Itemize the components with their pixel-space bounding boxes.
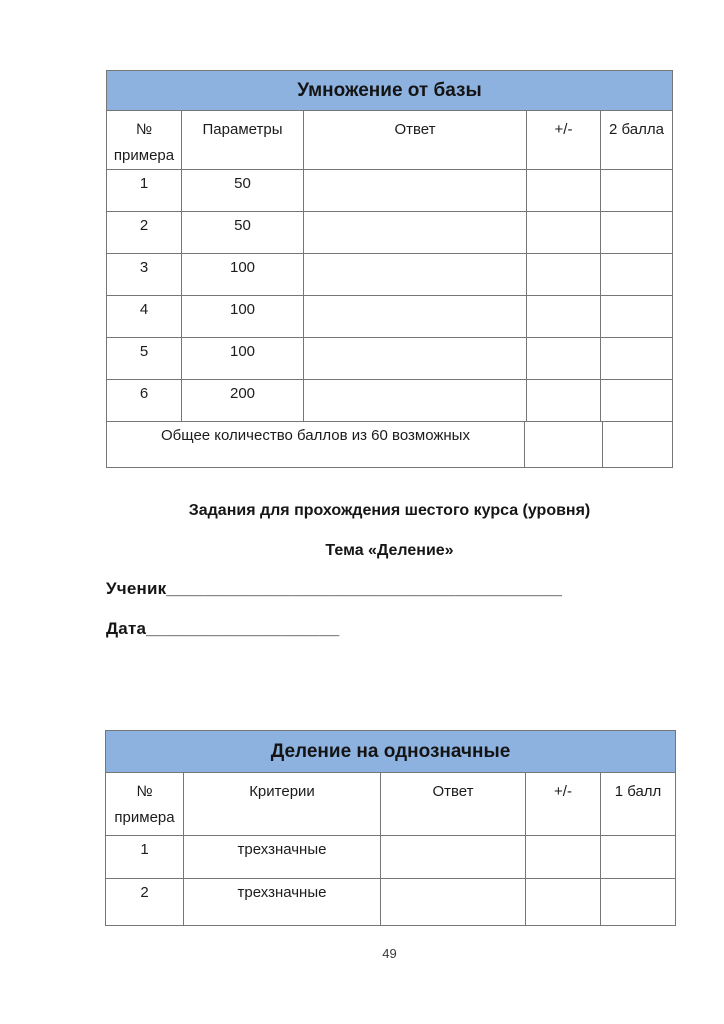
cell-parameter: 50 [181,170,303,211]
cell-points-blank [600,338,672,379]
cell-criteria: трехзначные [183,879,380,925]
cell-answer-blank [380,836,525,878]
cell-plus-minus-blank [526,380,600,421]
cell-plus-minus-blank [526,254,600,295]
cell-parameter: 100 [181,338,303,379]
cell-example-number: 1 [139,175,149,192]
date-line [106,619,673,639]
table-row [107,295,672,337]
cell-plus-minus-blank [526,212,600,253]
column-header-points: 2 балла [600,111,672,169]
column-header-answer: Ответ [303,111,526,169]
cell-points-blank [600,380,672,421]
table-row [106,878,675,925]
cell-parameter: 50 [181,212,303,253]
column-header-criteria: Критерии [183,773,380,835]
cell-example-number: 3 [139,259,149,276]
cell-parameter: 100 [181,296,303,337]
total-points-label: Общее количество баллов из 60 возможных [161,427,470,444]
cell-points-blank [600,836,675,878]
column-header-example-number: № примера [114,783,175,826]
total-points-blank [602,422,672,467]
table-total-row [107,421,672,467]
cell-plus-minus-blank [526,170,600,211]
table-row [107,379,672,421]
cell-points-blank [600,170,672,211]
cell-example-number: 6 [139,385,149,402]
table-row [107,253,672,295]
cell-points-blank [600,212,672,253]
section-heading: Задания для прохождения шестого курса (уровня) [188,502,591,519]
cell-criteria: трехзначные [183,836,380,878]
cell-plus-minus-blank [526,338,600,379]
cell-points-blank [600,254,672,295]
cell-example-number: 5 [139,343,149,360]
page-number: 49 [382,946,397,961]
multiplication-table [106,70,673,468]
cell-answer-blank [303,338,526,379]
division-table [105,730,676,926]
student-fill-in-line: _________________________________________ [166,579,563,598]
multiplication-table-title: Умножение от базы [107,71,672,110]
cell-answer-blank [303,380,526,421]
cell-answer-blank [303,296,526,337]
table-row [106,835,675,878]
cell-example-number: 1 [140,841,149,858]
column-header-plus-minus: +/- [526,111,600,169]
cell-answer-blank [303,212,526,253]
student-label: Ученик [106,579,167,598]
total-plus-minus-blank [524,422,602,467]
cell-points-blank [600,296,672,337]
cell-parameter: 100 [181,254,303,295]
table-header-row [107,110,672,169]
cell-answer-blank [303,170,526,211]
column-header-answer: Ответ [380,773,525,835]
section-subheading: Тема «Деление» [325,542,454,559]
date-label: Дата [106,619,147,638]
division-table-title: Деление на однозначные [106,731,675,772]
cell-example-number: 2 [139,217,149,234]
cell-example-number: 4 [139,301,149,318]
table-header-row [106,772,675,835]
cell-plus-minus-blank [525,879,600,925]
table-row [107,169,672,211]
cell-points-blank [600,879,675,925]
cell-parameter: 200 [181,380,303,421]
table-row [107,337,672,379]
column-header-points: 1 балл [600,773,675,835]
column-header-plus-minus: +/- [525,773,600,835]
cell-answer-blank [303,254,526,295]
cell-answer-blank [380,879,525,925]
cell-plus-minus-blank [526,296,600,337]
student-line [106,579,673,599]
column-header-example-number: № примера [113,121,175,164]
table-row [107,211,672,253]
cell-plus-minus-blank [525,836,600,878]
date-fill-in-line: ____________________ [146,619,340,638]
cell-example-number: 2 [140,884,149,901]
column-header-parameters: Параметры [181,111,303,169]
